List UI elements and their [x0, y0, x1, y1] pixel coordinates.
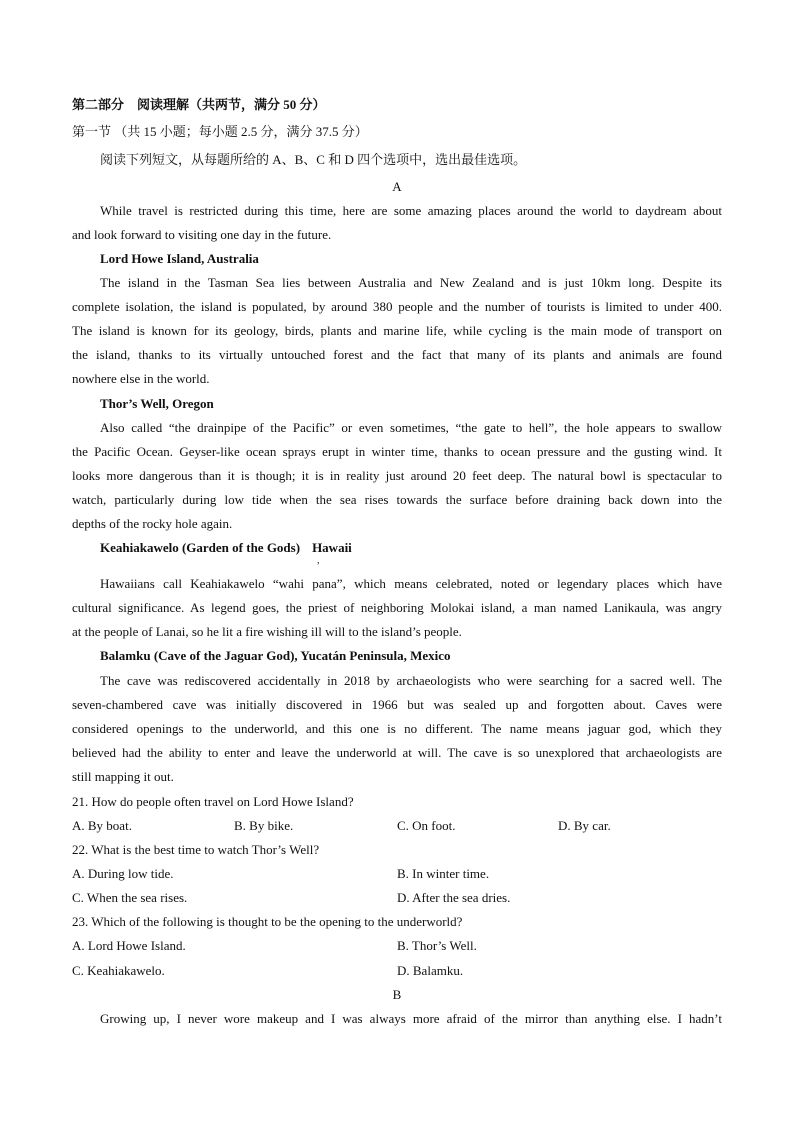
question-option[interactable]: D. After the sea dries.: [397, 890, 511, 905]
paragraph-line: Also called “the drainpipe of the Pacific” or even sometimes, “the gate to hell”, the hole appears to swallow: [100, 420, 722, 435]
question-option[interactable]: C. On foot.: [397, 818, 456, 833]
question-option[interactable]: B. Thor’s Well.: [397, 938, 477, 953]
paragraph-line: Growing up, I never wore makeup and I was always more afraid of the mirror than anything else. I hadn’t: [100, 1011, 722, 1026]
comma-mark: ,: [317, 555, 320, 566]
passage-a-intro-line: and look forward to visiting one day in the future.: [72, 227, 332, 242]
paragraph-line: the island, thanks to its virtually untouched forest and the fact that many of its plants and animals are found: [72, 347, 722, 362]
paragraph-line: seven-chambered cave was initially discovered in 1966 but was sealed up and forgotten about. Caves were: [72, 697, 722, 712]
paragraph-line: still mapping it out.: [72, 769, 174, 784]
paragraph-line: at the people of Lanai, so he lit a fire wishing ill will to the island’s people.: [72, 624, 462, 639]
question-option[interactable]: C. Keahiakawelo.: [72, 963, 165, 978]
question-option[interactable]: D. By car.: [558, 818, 611, 833]
place-heading-name: Keahiakawelo (Garden of the Gods): [100, 540, 301, 555]
instruction: 阅读下列短文，从每题所给的 A、B、C 和 D 四个选项中，选出最佳选项。: [100, 152, 527, 167]
question-option[interactable]: A. During low tide.: [72, 866, 174, 881]
passage-a-intro-line: While travel is restricted during this time, here are some amazing places around the world to daydream about: [100, 203, 722, 218]
paragraph-line: considered openings to the underworld, and this one is no different. The name means jaguar god, which they: [72, 721, 722, 736]
question-option[interactable]: B. In winter time.: [397, 866, 490, 881]
paragraph-line: cultural significance. As legend goes, the priest of neighboring Molokai island, a man named Lanikaula, was angry: [72, 600, 722, 615]
question-option[interactable]: D. Balamku.: [397, 963, 464, 978]
paragraph-line: depths of the rocky hole again.: [72, 516, 233, 531]
question-option[interactable]: C. When the sea rises.: [72, 890, 188, 905]
question-stem: 22. What is the best time to watch Thor’s Well?: [72, 842, 320, 857]
paragraph-line: believed had the ability to enter and leave the underworld at will. The cave is so unexplored that archaeologists are: [72, 745, 722, 760]
place-heading-lord-howe: Lord Howe Island, Australia: [100, 251, 259, 266]
place-heading-keahiakawelo: [100, 540, 722, 556]
passage-a-label: A: [392, 179, 402, 194]
section-subtitle: 第一节 （共 15 小题；每小题 2.5 分，满分 37.5 分）: [72, 124, 368, 139]
paragraph-line: Hawaiians call Keahiakawelo “wahi pana”, which means celebrated, noted or legendary places which have: [100, 576, 722, 591]
paragraph-line: The island is known for its geology, birds, plants and marine life, while cycling is the main mode of transport on: [72, 323, 722, 338]
paragraph-line: the Pacific Ocean. Geyser-like ocean sprays erupt in winter time, thanks to ocean pressure and the gusting wind. It: [72, 444, 722, 459]
paragraph-line: The island in the Tasman Sea lies between Australia and New Zealand and is just 10km long. Despite its: [100, 275, 722, 290]
place-heading-balamku: Balamku (Cave of the Jaguar God), Yucatán Peninsula, Mexico: [100, 648, 451, 663]
question-option[interactable]: A. Lord Howe Island.: [72, 938, 186, 953]
passage-b-label: B: [392, 987, 402, 1002]
question-option[interactable]: A. By boat.: [72, 818, 132, 833]
paragraph-line: complete isolation, the island is populated, by around 380 people and the number of tourists is limited to under 400.: [72, 299, 722, 314]
question-option[interactable]: B. By bike.: [234, 818, 294, 833]
paragraph-line: looks more dangerous than it is though; it is in reality just around 20 feet deep. The natural bowl is spectacular to: [72, 468, 722, 483]
paragraph-line: The cave was rediscovered accidentally in 2018 by archaeologists who were searching for a sacred well. The: [100, 673, 722, 688]
paragraph-line: nowhere else in the world.: [72, 371, 210, 386]
place-heading-region: Hawaii: [312, 540, 352, 555]
section-title: 第二部分 阅读理解（共两节，满分 50 分）: [72, 97, 326, 112]
place-heading-thors-well: Thor’s Well, Oregon: [100, 396, 214, 411]
paragraph-line: watch, particularly during low tide when the sea rises towards the surface before draining back down into the: [72, 492, 722, 507]
question-stem: 21. How do people often travel on Lord Howe Island?: [72, 794, 354, 809]
question-stem: 23. Which of the following is thought to be the opening to the underworld?: [72, 914, 463, 929]
